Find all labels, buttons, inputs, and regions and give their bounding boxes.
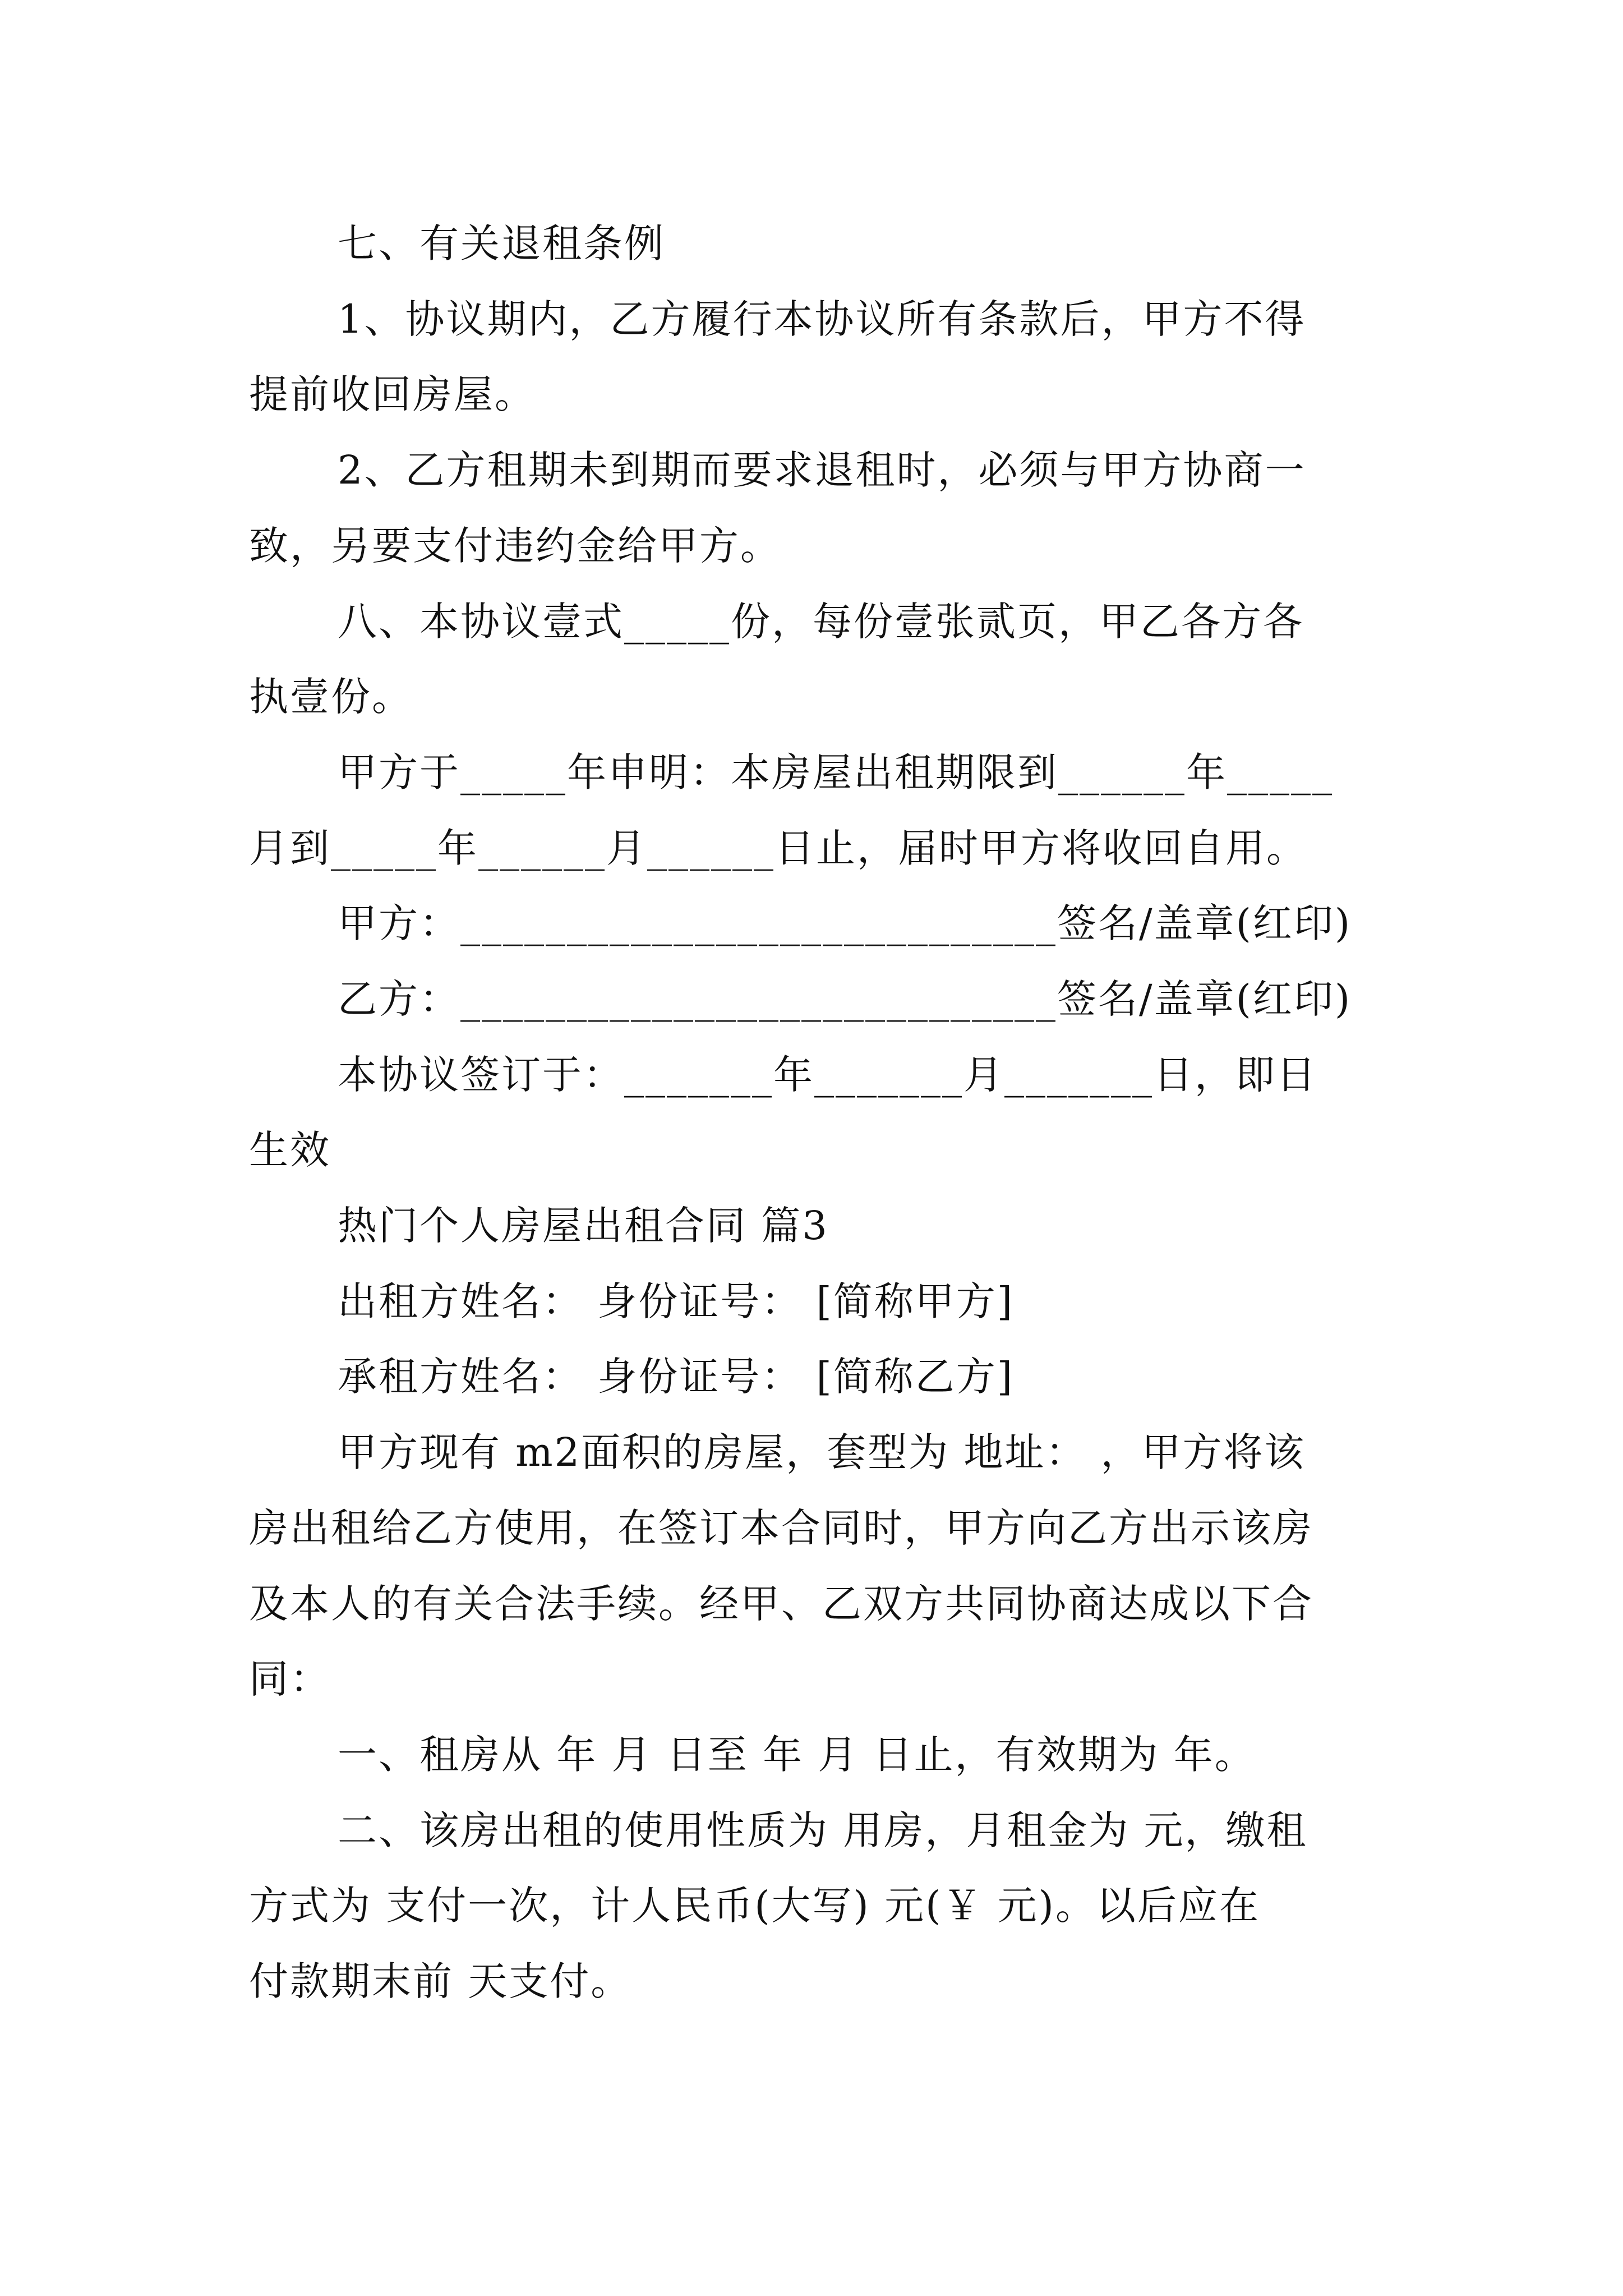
paragraph-line: 2、乙方租期未到期而要求退租时，必须与甲方协商一 — [338, 447, 1306, 493]
rent-clause: 二、该房出租的使用性质为 用房，月租金为 元，缴租 — [338, 1807, 1308, 1853]
paragraph-line: 月到_____年______月______日止，届时甲方将收回自用。 — [249, 825, 1307, 871]
paragraph-line: 同： — [249, 1656, 331, 1702]
paragraph-line: 生效 — [249, 1127, 331, 1173]
paragraph-line: 方式为 支付一次，计人民币(大写) 元(￥ 元)。以后应在 — [249, 1883, 1260, 1929]
paragraph-line: 付款期末前 天支付。 — [249, 1958, 632, 2004]
lessor-info-line: 出租方姓名： 身份证号： [简称甲方] — [338, 1278, 1015, 1324]
section-heading-refund: 七、有关退租条例 — [338, 220, 665, 266]
paragraph-line: 甲方于_____年申明：本房屋出租期限到______年_____ — [338, 749, 1334, 795]
paragraph-line: 及本人的有关合法手续。经甲、乙双方共同协商达成以下合 — [249, 1581, 1313, 1627]
paragraph-line: 提前收回房屋。 — [249, 371, 536, 417]
paragraph-line: 八、本协议壹式_____份，每份壹张贰页，甲乙各方各 — [338, 599, 1304, 645]
paragraph-line: 执壹份。 — [249, 674, 413, 720]
paragraph-line: 房出租给乙方使用，在签订本合同时，甲方向乙方出示该房 — [249, 1505, 1313, 1551]
paragraph-line: 1、协议期内，乙方履行本协议所有条款后，甲方不得 — [338, 296, 1306, 342]
paragraph-line: 甲方现有 m2面积的房屋，套型为 地址： ，甲方将该 — [338, 1429, 1306, 1475]
contract-title: 热门个人房屋出租合同 篇3 — [338, 1203, 829, 1249]
party-a-signature-line: 甲方：____________________________签名/盖章(红印) — [338, 900, 1352, 946]
party-b-signature-line: 乙方：____________________________签名/盖章(红印) — [338, 976, 1352, 1022]
lessee-info-line: 承租方姓名： 身份证号： [简称乙方] — [338, 1354, 1015, 1400]
lease-term-clause: 一、租房从 年 月 日至 年 月 日止，有效期为 年。 — [338, 1732, 1256, 1778]
paragraph-line: 致，另要支付违约金给甲方。 — [249, 523, 781, 569]
signing-date-line: 本协议签订于：_______年_______月_______日，即日 — [338, 1052, 1317, 1098]
